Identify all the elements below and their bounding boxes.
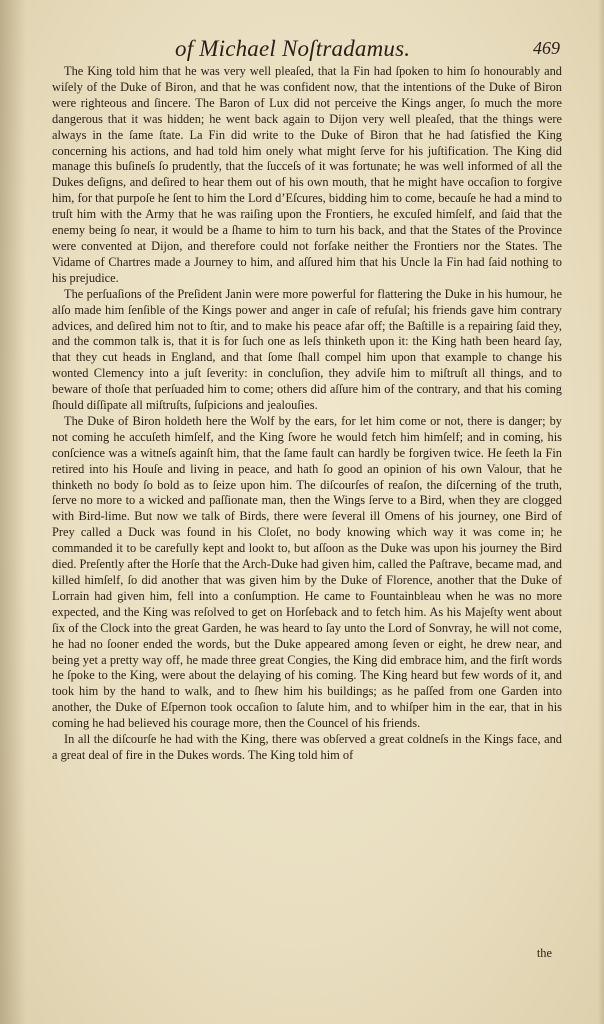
gutter-shadow <box>0 0 26 1024</box>
paragraph: In all the diſcourſe he had with the King, there was obſerved a great coldneſs in the Kings face, and a great deal of fire in the Dukes words. The King told him of <box>52 732 562 762</box>
catchword: the <box>536 946 552 960</box>
page-header <box>0 32 604 66</box>
running-title: of Michael Noſtradamus. <box>175 36 411 61</box>
paragraph: The King told him that he was very well pleaſed, that la Fin had ſpoken to him ſo honourably and wiſely of the Duke of Biron, and that he was confident now, that the intentions of the Duke of Biron were righteous and ſincere. The Baron of Lux did not perceive the Kings anger, ſo much the more dangerous that it was hidden; he went back again to Dijon very well pleaſed, that the things were always in the ſame ſtate. La Fin did write to the Duke of Biron that he had ſatisfied the King concerning his actions, and had told him onely what might ſerve for his juſtification. The King did manage this buſineſs ſo prudently, that the ſucceſs of it was fortunate; he was well informed of all the Dukes deſigns, and deſired to hear them out of his own mouth, that he might have occaſion to forgive him, for that purpoſe he ſent to him the Lord d’Eſcures, bidding him to come, becauſe he had a mind to truſt him with the Army that he was raiſing upon the Frontiers, he excuſed himſelf, and ſaid that the enemy being ſo near, it would be a ſhame to him to turn his back, and that the States of the Province were convented at Dijon, and therefore could not forſake neither the Frontiers nor the States. The Vidame of Chartres made a Journey to him, and aſſured him that his Uncle la Fin had ſaid nothing to his prejudice. <box>52 64 562 285</box>
page-edge-shadow <box>598 0 604 1024</box>
body-text <box>52 64 562 764</box>
paragraph: The perſuaſions of the Preſident Janin were more powerful for flattering the Duke in his humour, he alſo made him ſenſible of the Kings power and anger in caſe of refuſal; his friends gave him contrary advices, and deſired him not to ſtir, and to make his peace afar off; the Baſtille is a repairing ſaid they, and the common talk is, that it is for ſuch one as leſs thinketh upon it: the King hath been heard ſay, that they cut heads in England, and that ſome ſhall compel him upon that example to change his wonted Clemency into a juſt ſeverity: in concluſion, they adviſe him to miſtruſt all things, and to beware of thoſe that perſuaded him to come; others did aſſure him of the contrary, and that his coming ſhould diſſipate all miſtruſts, ſuſpicions and jealouſies. <box>52 286 562 413</box>
paragraph: The Duke of Biron holdeth here the Wolf by the ears, for let him come or not, there is danger; by not coming he accuſeth himſelf, and the King ſwore he would fetch him himſelf; and in coming, his conſcience was a witneſs againſt him, that the ſame fault can hardly be forgiven twice. He ſeeth la Fin retired into his Houſe and living in peace, and hath ſo good an opinion of his own Valour, that he thinketh no body ſo bold as to ſeize upon him. The diſcourſes of reaſon, the diſcerning of the truth, ſerve no more to a wicked and paſſionate man, then the Wings ſerve to a Bird, when they are clogged with Bird-lime. But now we talk of Birds, there were ſeveral ill Omens of his journey, one Bird of Prey called a Duck was found in his Cloſet, no body knowing which way it was come in; he commanded it to be carefully kept and lookt to, but aſſoon as the Duke was upon his journey the Bird died. Preſently after the Horſe that the Arch-Duke had given him, called the Paſtrave, became mad, and killed himſelf, ſo did another that was given him by the Duke of Florence, another that the Duke of Lorrain had given him, fell into a conſumption. He came to Fountainbleau when he was no more expected, and the King was reſolved to get on Horſeback and to fetch him. As his Majeſty went about ſix of the Clock into the great Garden, he was heard to ſay unto the Lord of Sonvray, he will not come, he had no ſooner ended the words, but the Duke appeared among ſeven or eight, he drew near, and being yet a pretty way off, he made three great Congies, the King did embrace him, and the firſt words he ſpoke to the King, were about the delaying of his coming. The King heard but few words of it, and took him by the hand to walk, and to ſhew him his buildings; as he paſſed from one Garden into another, the Duke of Eſpernon took occaſion to ſalute him, and to whiſper him in the ear, that in his coming he had believed his courage more, then the Councel of his friends. <box>52 413 562 731</box>
page-number: 469 <box>533 38 560 58</box>
